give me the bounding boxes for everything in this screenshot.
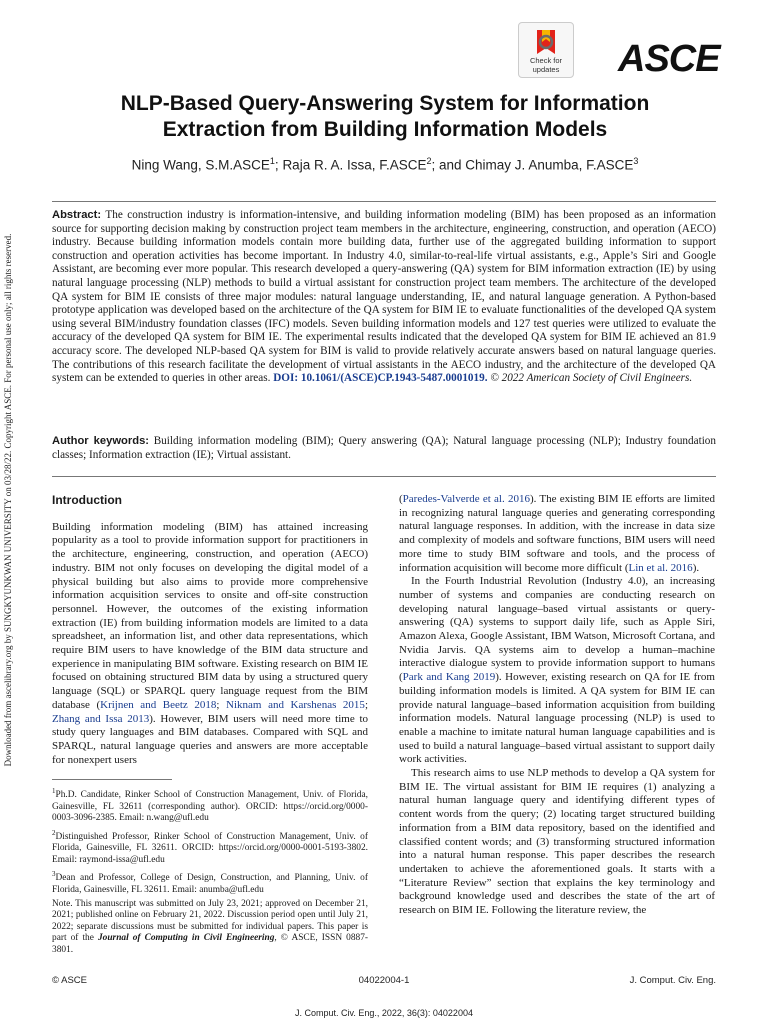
abstract-label: Abstract: [52,209,102,221]
journal-citation: J. Comput. Civ. Eng., 2022, 36(3): 04022004 [295,1008,473,1018]
citation-link[interactable]: Paredes-Valverde et al. 2016 [402,493,530,505]
asce-logo-text: ASCE [618,38,720,80]
footer-journal: J. Comput. Civ. Eng. [629,975,716,986]
abstract-top-rule [52,201,716,202]
keywords-text: Building information modeling (BIM); Query answering (QA); Natural language processing (NLP); Industry foundation classes; Information extraction (IE); Virtual assistant. [52,435,716,461]
footnote-text: Distinguished Professor, Rinker School of Construction Management, Univ. of Florida, Gainesville, FL 32611. ORCID: https://orcid.org/0000-0001-5193-3802. Email: raymond-issa@ufl.edu [52,831,368,865]
submission-note [52,899,368,956]
footnote-3 [52,869,368,896]
body-paragraph [399,493,715,575]
paragraph-text: Building information modeling (BIM) has attained increasing popularity as a tool to provide information support for practitioners in the architecture, engineering, construction, and operation (AECO) industry. BIM not only focuses on developing the digital model of a physical building but also aims to provide more comprehensive information acquisition services to onsite and off-site construction personnel. However, the outcomes of the existing information extraction (IE) from building information models are limited to a data spreadsheet, an information list, and other data representations, which require BIM users to have knowledge of the BIM data structure and experience in manipulating BIM software. Existing research on BIM IE focused on obtaining structured BIM data by using a structured query language (SQL) or SPARQL query language request from the BIM database ( [52,520,368,711]
check-badge-line2: updates [532,65,560,74]
citation-link[interactable]: Niknam and Karshenas 2015 [226,698,365,711]
citation-link[interactable]: Park and Kang 2019 [402,671,496,684]
footnote-text: Ph.D. Candidate, Rinker School of Construction Management, Univ. of Florida, Gainesville, FL 32611 (corresponding author). ORCID: https://orcid.org/0000-0003-3096-2385. Email: n.wang@ufl.edu [52,790,368,824]
author-list [60,156,710,173]
author-separator: ; and [431,157,466,173]
footnote-1 [52,786,368,824]
footer-page-number: 04022004-1 [358,975,410,986]
citation-link[interactable]: Krijnen and Beetz 2018 [100,698,217,711]
paragraph-text: ). However, BIM users will need more time to study query languages and BIM databases. Compared with SQL and SPARQL, natural language queries and answers are more acceptable for nonexpert users [52,712,368,766]
paragraph-text: ). [692,561,700,574]
paragraph-text: ). However, existing research on QA for IE from building information models is limited. A QA system for BIM IE can provide natural language–based information acquisition from building information models. Natural language processing (NLP) is used to enable a machine to imitate natural human language capabilities and is used to build a natural language–based virtual assistant to support daily work activities. [399,671,715,766]
download-notice [0,200,16,800]
footnote-text: Dean and Professor, College of Design, Construction, and Planning, Univ. of Florida, Gainesville, FL 32611. Email: anumba@ufl.edu [52,873,368,895]
title-line-1: NLP-Based Query-Answering System for Information [120,92,650,115]
author-affiliation-mark: 1 [269,156,275,166]
paragraph-text: ). The existing BIM IE efforts are limited in recognizing natural language queries and generating corresponding natural language responses. In addition, with the increase in data size and complexity of models and software functions, BIM users will need more time to study BIM software and tools, and the process of information acquisition will become more difficult ( [399,493,715,574]
doi-link[interactable]: DOI: 10.1061/(ASCE)CP.1943-5487.0001019. [273,372,488,385]
author-separator: ; [274,157,283,173]
footnote-2 [52,828,368,866]
title-line-2: Extraction from Building Information Models [162,118,608,141]
note-text: Note. This manuscript was submitted on July 23, 2021; approved on December 21, 2021; published online on February 21, 2022. Discussion period open until July 21, 2022; separate discussions must be submitted for individual papers. This paper is part of the [52,898,368,944]
section-heading-introduction: Introduction [52,493,122,507]
citation-separator: ; [364,698,368,711]
citation-link[interactable]: Zhang and Issa 2013 [52,712,150,725]
author-name: Ning Wang, S.M.ASCE [131,157,270,173]
check-badge-line1: Check for [529,56,563,65]
body-paragraph [399,575,715,767]
author-affiliation-mark: 2 [426,156,432,166]
paragraph-text: In the Fourth Industrial Revolution (Industry 4.0), an increasing number of systems and companies are conducting research on developing natural language–based virtual assistants or query-answering (QA) systems to support daily life, such as Apple Siri, Amazon Alexa, Google Assistant, IBM Watson, Microsoft Cortana, and Nvidia Jarvis. QA systems aim to develop a human–machine interactive dialogue system to provide information support to humans ( [399,575,715,684]
footnote-mark: 1 [52,787,56,796]
keywords-bottom-rule [52,476,716,477]
note-text: , © ASCE, ISSN 0887-3801. [52,933,369,955]
citation-separator: ; [216,698,227,711]
footnote-rule [52,779,172,780]
body-paragraph: This research aims to use NLP methods to develop a QA system for BIM IE. The virtual assistant for BIM IE requires (1) analyzing a natural human language query and identifying different types of content words from the query; (2) locating target structured building information from a BIM data repository, based on the identified and classified content words; and (3) transforming structured information into a natural human response. This paper describes the research undertaken to achieve the aforementioned goals. It starts with a “Literature Review” section that explains the key terminology and background knowledge used and describes the state of the art of research on BIM IE. Following the literature review, the [399,767,715,917]
asce-logo [612,38,722,84]
intro-paragraph [52,521,368,768]
article-title [60,91,710,143]
footer-copyright: © ASCE [52,975,87,986]
abstract-text: The construction industry is information-intensive, and building information modeling (BIM) has been proposed as an information source for supporting decision making by construction project team members in the architecture, engineering, construction, and operation (AECO) industry. Because building information models contain more building data, further use of the aggregated building information to support construction and operation activities has become important. In Industry 4.0, similar-to-real-life virtual assistants, e.g., Apple’s Siri and Google Assistant, are becoming ever more popular. This research developed a query-answering (QA) system for BIM information extraction (IE) by using natural language processing (NLP) methods to build a virtual assistant for construction project team members. The architecture of the developed QA system for BIM IE consists of three major modules: natural language understanding, IE, and natural language generation. A Python-based prototype application was developed based on the architecture of the QA system for BIM IE to evaluate functionalities of the developed QA system using several BIM/industry foundation classes (IFC) models. Seven building information models and 127 test queries were utilized to evaluate the accuracy of the developed QA system for BIM IE. The experimental results indicated that the developed QA system for BIM IE achieved an 81.9 accuracy score. The developed NLP-based QA system for BIM is valid to provide relatively accurate answers based on natural language queries. The contributions of this research facilitate the development of virtual assistants in the AECO industry, and the architecture of the developed QA system can be extended to queries in other areas. [52,209,716,385]
author-name: Raja R. A. Issa, F.ASCE [282,157,427,173]
download-notice-text: Downloaded from ascelibrary.org by SUNGKYUNKWAN UNIVERSITY on 03/28/22. Copyright ASCE. For personal use only; all rights reserved. [3,233,13,767]
citation-link[interactable]: Lin et al. 2016 [628,561,693,574]
abstract [52,209,716,386]
keywords-label: Author keywords: [52,435,150,447]
bookmark-icon [533,28,559,56]
footnote-mark: 2 [52,828,56,837]
abstract-copyright: © 2022 American Society of Civil Engineers. [487,372,693,385]
check-for-updates-badge[interactable] [518,22,574,78]
left-column [52,493,368,959]
footnote-mark: 3 [52,870,56,879]
author-name: Chimay J. Anumba, F.ASCE [465,157,634,173]
journal-name: Journal of Computing in Civil Engineering [97,933,275,944]
paragraph-text: ( [399,493,403,505]
right-column [399,493,715,918]
author-affiliation-mark: 3 [633,156,639,166]
author-keywords [52,434,716,462]
